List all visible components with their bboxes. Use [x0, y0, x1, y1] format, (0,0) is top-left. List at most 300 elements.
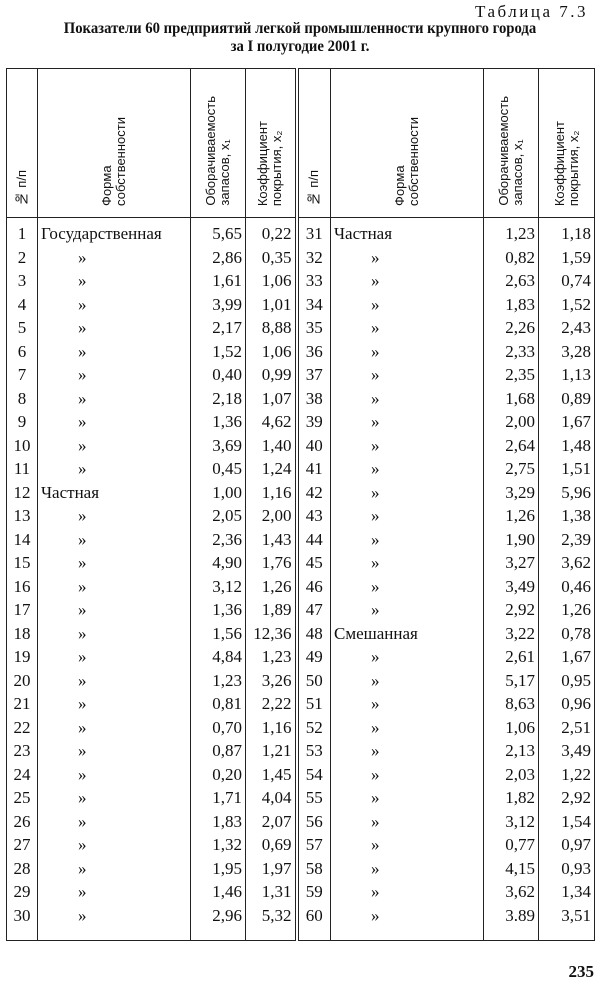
coverage-ratio-x2-cell: 1,21	[246, 739, 297, 763]
coverage-ratio-x2-cell: 1,45	[246, 763, 297, 787]
row-number-cell: 17	[7, 598, 38, 622]
coverage-ratio-x2-cell: 0,97	[539, 833, 595, 857]
row-number-cell: 19	[7, 645, 38, 669]
inventory-turnover-x1-cell: 2,35	[484, 363, 539, 387]
coverage-ratio-x2-cell: 1,31	[246, 880, 297, 904]
table-row	[7, 504, 595, 528]
row-number-cell: 10	[7, 434, 38, 458]
row-number-cell: 55	[297, 786, 331, 810]
enterprise-indicators-table	[6, 68, 595, 941]
page-number: 235	[568, 962, 594, 981]
table-row	[7, 293, 595, 317]
row-number-cell: 43	[297, 504, 331, 528]
coverage-ratio-x2-cell: 1,34	[539, 880, 595, 904]
inventory-turnover-x1-cell: 0,20	[191, 763, 246, 787]
ownership-form-cell: »	[331, 833, 484, 857]
ownership-form-cell: »	[331, 763, 484, 787]
table-row	[7, 857, 595, 881]
ownership-form-cell: »	[331, 598, 484, 622]
coverage-ratio-x2-cell: 8,88	[246, 316, 297, 340]
coverage-ratio-x2-cell: 1,97	[246, 857, 297, 881]
row-number-cell: 30	[7, 904, 38, 941]
table-row	[7, 645, 595, 669]
coverage-ratio-x2-cell: 4,04	[246, 786, 297, 810]
ownership-form-cell: »	[38, 551, 191, 575]
coverage-ratio-x2-cell: 2,51	[539, 716, 595, 740]
coverage-ratio-x2-cell: 1,38	[539, 504, 595, 528]
ownership-form-cell: »	[38, 786, 191, 810]
inventory-turnover-x1-cell: 1,36	[191, 410, 246, 434]
row-number-cell: 18	[7, 622, 38, 646]
coverage-ratio-x2-cell: 0,35	[246, 246, 297, 270]
inventory-turnover-x1-cell: 3,22	[484, 622, 539, 646]
row-number-cell: 20	[7, 669, 38, 693]
header-x2-2-a: Коэффициент	[551, 120, 567, 206]
coverage-ratio-x2-cell: 0,95	[539, 669, 595, 693]
header-form-text	[100, 117, 128, 212]
row-number-cell: 23	[7, 739, 38, 763]
row-number-cell: 48	[297, 622, 331, 646]
ownership-form-cell: »	[331, 904, 484, 941]
inventory-turnover-x1-cell: 3,99	[191, 293, 246, 317]
coverage-ratio-x2-cell: 3,28	[539, 340, 595, 364]
ownership-form-cell: »	[331, 293, 484, 317]
ownership-form-cell: »	[331, 669, 484, 693]
row-number-cell: 5	[7, 316, 38, 340]
header-x1-b: запасов, x₁	[217, 139, 232, 206]
table-row	[7, 363, 595, 387]
table-row	[7, 786, 595, 810]
ownership-form-cell: »	[331, 857, 484, 881]
table-row	[7, 246, 595, 270]
inventory-turnover-x1-cell: 1,32	[191, 833, 246, 857]
row-number-cell: 40	[297, 434, 331, 458]
table-row	[7, 904, 595, 941]
coverage-ratio-x2-cell: 1,24	[246, 457, 297, 481]
inventory-turnover-x1-cell: 1,23	[484, 218, 539, 246]
coverage-ratio-x2-cell: 0,46	[539, 575, 595, 599]
coverage-ratio-x2-cell: 3,51	[539, 904, 595, 941]
row-number-cell: 51	[297, 692, 331, 716]
ownership-form-cell: »	[331, 457, 484, 481]
header-num-2	[297, 69, 331, 218]
ownership-form-cell: »	[331, 504, 484, 528]
inventory-turnover-x1-cell: 3,12	[191, 575, 246, 599]
header-x1-2-b: запасов, x₁	[510, 139, 525, 206]
header-x1	[191, 69, 246, 218]
coverage-ratio-x2-cell: 5,96	[539, 481, 595, 505]
header-x2-b: покрытия, x₂	[269, 130, 285, 206]
row-number-cell: 34	[297, 293, 331, 317]
coverage-ratio-x2-cell: 1,16	[246, 481, 297, 505]
header-x1-2-text	[497, 96, 525, 212]
inventory-turnover-x1-cell: 1,83	[484, 293, 539, 317]
table-row	[7, 269, 595, 293]
ownership-form-cell: »	[331, 551, 484, 575]
row-number-cell: 24	[7, 763, 38, 787]
header-form	[38, 69, 191, 218]
inventory-turnover-x1-cell: 4,90	[191, 551, 246, 575]
table-title	[24, 20, 576, 56]
ownership-form-cell: »	[331, 246, 484, 270]
row-number-cell: 12	[7, 481, 38, 505]
row-number-cell: 26	[7, 810, 38, 834]
table-row	[7, 340, 595, 364]
table-row	[7, 528, 595, 552]
row-number-cell: 25	[7, 786, 38, 810]
table-row	[7, 692, 595, 716]
ownership-form-cell: »	[38, 340, 191, 364]
ownership-form-cell: Частная	[331, 218, 484, 246]
inventory-turnover-x1-cell: 1,71	[191, 786, 246, 810]
coverage-ratio-x2-cell: 0,89	[539, 387, 595, 411]
row-number-cell: 42	[297, 481, 331, 505]
coverage-ratio-x2-cell: 1,06	[246, 269, 297, 293]
row-number-cell: 56	[297, 810, 331, 834]
row-number-cell: 7	[7, 363, 38, 387]
row-number-cell: 57	[297, 833, 331, 857]
header-x1-2-a: Оборачиваемость	[496, 96, 511, 206]
coverage-ratio-x2-cell: 1,23	[246, 645, 297, 669]
table-row	[7, 669, 595, 693]
row-number-cell: 3	[7, 269, 38, 293]
row-number-cell: 47	[297, 598, 331, 622]
row-number-cell: 53	[297, 739, 331, 763]
row-number-cell: 39	[297, 410, 331, 434]
inventory-turnover-x1-cell: 2,26	[484, 316, 539, 340]
inventory-turnover-x1-cell: 2,96	[191, 904, 246, 941]
row-number-cell: 58	[297, 857, 331, 881]
inventory-turnover-x1-cell: 1,82	[484, 786, 539, 810]
inventory-turnover-x1-cell: 1,83	[191, 810, 246, 834]
inventory-turnover-x1-cell: 1,56	[191, 622, 246, 646]
inventory-turnover-x1-cell: 0,77	[484, 833, 539, 857]
coverage-ratio-x2-cell: 1,51	[539, 457, 595, 481]
header-form-2-a: Форма	[392, 165, 407, 206]
ownership-form-cell: »	[331, 363, 484, 387]
inventory-turnover-x1-cell: 2,33	[484, 340, 539, 364]
table-label: Таблица 7.3	[475, 2, 588, 21]
row-number-cell: 52	[297, 716, 331, 740]
ownership-form-cell: Смешанная	[331, 622, 484, 646]
row-number-cell: 22	[7, 716, 38, 740]
coverage-ratio-x2-cell: 0,99	[246, 363, 297, 387]
row-number-cell: 9	[7, 410, 38, 434]
ownership-form-cell: »	[331, 434, 484, 458]
inventory-turnover-x1-cell: 2,18	[191, 387, 246, 411]
header-x1-2	[484, 69, 539, 218]
header-form-2-b: собственности	[406, 117, 421, 206]
ownership-form-cell: »	[331, 810, 484, 834]
ownership-form-cell: »	[331, 528, 484, 552]
table-row	[7, 810, 595, 834]
inventory-turnover-x1-cell: 3,27	[484, 551, 539, 575]
ownership-form-cell: »	[331, 575, 484, 599]
ownership-form-cell: »	[38, 434, 191, 458]
row-number-cell: 33	[297, 269, 331, 293]
inventory-turnover-x1-cell: 3,12	[484, 810, 539, 834]
ownership-form-cell: »	[38, 716, 191, 740]
inventory-turnover-x1-cell: 3,49	[484, 575, 539, 599]
ownership-form-cell: »	[38, 363, 191, 387]
inventory-turnover-x1-cell: 0,45	[191, 457, 246, 481]
inventory-turnover-x1-cell: 1,68	[484, 387, 539, 411]
table-row	[7, 622, 595, 646]
inventory-turnover-x1-cell: 1,26	[484, 504, 539, 528]
inventory-turnover-x1-cell: 0,87	[191, 739, 246, 763]
inventory-turnover-x1-cell: 3,62	[484, 880, 539, 904]
inventory-turnover-x1-cell: 1,52	[191, 340, 246, 364]
header-form-a: Форма	[99, 165, 114, 206]
header-x2-2	[539, 69, 595, 218]
ownership-form-cell: Государственная	[38, 218, 191, 246]
coverage-ratio-x2-cell: 0,78	[539, 622, 595, 646]
ownership-form-cell: Частная	[38, 481, 191, 505]
row-number-cell: 38	[297, 387, 331, 411]
row-number-cell: 31	[297, 218, 331, 246]
ownership-form-cell: »	[38, 669, 191, 693]
coverage-ratio-x2-cell: 1,52	[539, 293, 595, 317]
ownership-form-cell: »	[38, 410, 191, 434]
title-line-1: Показатели 60 предприятий легкой промышленности крупного города	[63, 20, 537, 37]
row-number-cell: 28	[7, 857, 38, 881]
ownership-form-cell: »	[38, 528, 191, 552]
row-number-cell: 41	[297, 457, 331, 481]
inventory-turnover-x1-cell: 1,36	[191, 598, 246, 622]
coverage-ratio-x2-cell: 0,74	[539, 269, 595, 293]
coverage-ratio-x2-cell: 2,39	[539, 528, 595, 552]
coverage-ratio-x2-cell: 3,62	[539, 551, 595, 575]
inventory-turnover-x1-cell: 2,92	[484, 598, 539, 622]
inventory-turnover-x1-cell: 2,61	[484, 645, 539, 669]
inventory-turnover-x1-cell: 0,82	[484, 246, 539, 270]
ownership-form-cell: »	[331, 387, 484, 411]
ownership-form-cell: »	[331, 481, 484, 505]
coverage-ratio-x2-cell: 3,49	[539, 739, 595, 763]
row-number-cell: 44	[297, 528, 331, 552]
title-line-2: за I полугодие 2001 г.	[230, 38, 370, 55]
row-number-cell: 21	[7, 692, 38, 716]
coverage-ratio-x2-cell: 0,69	[246, 833, 297, 857]
coverage-ratio-x2-cell: 2,22	[246, 692, 297, 716]
coverage-ratio-x2-cell: 1,43	[246, 528, 297, 552]
ownership-form-cell: »	[38, 833, 191, 857]
inventory-turnover-x1-cell: 1,00	[191, 481, 246, 505]
table-row	[7, 575, 595, 599]
coverage-ratio-x2-cell: 1,13	[539, 363, 595, 387]
table-row	[7, 598, 595, 622]
ownership-form-cell: »	[38, 598, 191, 622]
coverage-ratio-x2-cell: 2,00	[246, 504, 297, 528]
row-number-cell: 50	[297, 669, 331, 693]
inventory-turnover-x1-cell: 0,81	[191, 692, 246, 716]
ownership-form-cell: »	[38, 645, 191, 669]
table-body	[7, 218, 595, 941]
coverage-ratio-x2-cell: 1,01	[246, 293, 297, 317]
table-row	[7, 410, 595, 434]
inventory-turnover-x1-cell: 1,61	[191, 269, 246, 293]
header-num	[7, 69, 38, 218]
header-x2-text	[256, 121, 284, 212]
ownership-form-cell: »	[331, 645, 484, 669]
ownership-form-cell: »	[38, 880, 191, 904]
ownership-form-cell: »	[38, 504, 191, 528]
row-number-cell: 37	[297, 363, 331, 387]
table-row	[7, 481, 595, 505]
row-number-cell: 16	[7, 575, 38, 599]
coverage-ratio-x2-cell: 4,62	[246, 410, 297, 434]
ownership-form-cell: »	[38, 904, 191, 941]
inventory-turnover-x1-cell: 1,06	[484, 716, 539, 740]
ownership-form-cell: »	[331, 340, 484, 364]
coverage-ratio-x2-cell: 2,43	[539, 316, 595, 340]
ownership-form-cell: »	[331, 786, 484, 810]
row-number-cell: 1	[7, 218, 38, 246]
ownership-form-cell: »	[331, 269, 484, 293]
table-row	[7, 880, 595, 904]
header-num-text: № п/п	[14, 169, 29, 206]
header-x2-2-text	[553, 121, 581, 212]
coverage-ratio-x2-cell: 1,07	[246, 387, 297, 411]
ownership-form-cell: »	[38, 387, 191, 411]
inventory-turnover-x1-cell: 3,69	[191, 434, 246, 458]
coverage-ratio-x2-cell: 1,59	[539, 246, 595, 270]
ownership-form-cell: »	[331, 880, 484, 904]
inventory-turnover-x1-cell: 1,23	[191, 669, 246, 693]
ownership-form-cell: »	[38, 269, 191, 293]
row-number-cell: 6	[7, 340, 38, 364]
inventory-turnover-x1-cell: 2,13	[484, 739, 539, 763]
row-number-cell: 32	[297, 246, 331, 270]
coverage-ratio-x2-cell: 0,93	[539, 857, 595, 881]
inventory-turnover-x1-cell: 2,63	[484, 269, 539, 293]
inventory-turnover-x1-cell: 5,65	[191, 218, 246, 246]
row-number-cell: 59	[297, 880, 331, 904]
coverage-ratio-x2-cell: 0,96	[539, 692, 595, 716]
row-number-cell: 27	[7, 833, 38, 857]
coverage-ratio-x2-cell: 1,89	[246, 598, 297, 622]
ownership-form-cell: »	[331, 692, 484, 716]
row-number-cell: 2	[7, 246, 38, 270]
row-number-cell: 4	[7, 293, 38, 317]
coverage-ratio-x2-cell: 1,40	[246, 434, 297, 458]
coverage-ratio-x2-cell: 1,48	[539, 434, 595, 458]
coverage-ratio-x2-cell: 1,54	[539, 810, 595, 834]
header-form-2	[331, 69, 484, 218]
coverage-ratio-x2-cell: 1,26	[246, 575, 297, 599]
inventory-turnover-x1-cell: 2,05	[191, 504, 246, 528]
header-form-2-text	[393, 117, 421, 212]
row-number-cell: 11	[7, 457, 38, 481]
row-number-cell: 60	[297, 904, 331, 941]
header-num-2-text: № п/п	[306, 169, 322, 206]
inventory-turnover-x1-cell: 0,40	[191, 363, 246, 387]
inventory-turnover-x1-cell: 2,86	[191, 246, 246, 270]
ownership-form-cell: »	[331, 410, 484, 434]
inventory-turnover-x1-cell: 5,17	[484, 669, 539, 693]
coverage-ratio-x2-cell: 2,07	[246, 810, 297, 834]
inventory-turnover-x1-cell: 1,90	[484, 528, 539, 552]
table-row	[7, 716, 595, 740]
inventory-turnover-x1-cell: 2,64	[484, 434, 539, 458]
coverage-ratio-x2-cell: 2,92	[539, 786, 595, 810]
row-number-cell: 54	[297, 763, 331, 787]
inventory-turnover-x1-cell: 0,70	[191, 716, 246, 740]
row-number-cell: 8	[7, 387, 38, 411]
row-number-cell: 15	[7, 551, 38, 575]
table-row	[7, 551, 595, 575]
row-number-cell: 35	[297, 316, 331, 340]
ownership-form-cell: »	[38, 622, 191, 646]
inventory-turnover-x1-cell: 4,84	[191, 645, 246, 669]
row-number-cell: 46	[297, 575, 331, 599]
inventory-turnover-x1-cell: 1,46	[191, 880, 246, 904]
header-row	[7, 69, 595, 218]
table-row	[7, 833, 595, 857]
coverage-ratio-x2-cell: 0,22	[246, 218, 297, 246]
coverage-ratio-x2-cell: 12,36	[246, 622, 297, 646]
coverage-ratio-x2-cell: 5,32	[246, 904, 297, 941]
coverage-ratio-x2-cell: 1,18	[539, 218, 595, 246]
coverage-ratio-x2-cell: 1,26	[539, 598, 595, 622]
row-number-cell: 49	[297, 645, 331, 669]
table-row	[7, 218, 595, 246]
ownership-form-cell: »	[38, 810, 191, 834]
ownership-form-cell: »	[38, 316, 191, 340]
header-x2-a: Коэффициент	[255, 120, 271, 206]
ownership-form-cell: »	[38, 763, 191, 787]
table-row	[7, 434, 595, 458]
ownership-form-cell: »	[38, 457, 191, 481]
inventory-turnover-x1-cell: 2,17	[191, 316, 246, 340]
inventory-turnover-x1-cell: 2,03	[484, 763, 539, 787]
row-number-cell: 29	[7, 880, 38, 904]
ownership-form-cell: »	[331, 316, 484, 340]
ownership-form-cell: »	[38, 739, 191, 763]
header-x2	[246, 69, 297, 218]
inventory-turnover-x1-cell: 1,95	[191, 857, 246, 881]
ownership-form-cell: »	[38, 246, 191, 270]
header-x2-2-b: покрытия, x₂	[565, 130, 581, 206]
table-row	[7, 763, 595, 787]
ownership-form-cell: »	[38, 293, 191, 317]
header-x1-a: Оборачиваемость	[203, 96, 218, 206]
row-number-cell: 13	[7, 504, 38, 528]
coverage-ratio-x2-cell: 1,06	[246, 340, 297, 364]
coverage-ratio-x2-cell: 3,26	[246, 669, 297, 693]
ownership-form-cell: »	[38, 575, 191, 599]
inventory-turnover-x1-cell: 4,15	[484, 857, 539, 881]
inventory-turnover-x1-cell: 8,63	[484, 692, 539, 716]
row-number-cell: 14	[7, 528, 38, 552]
table-row	[7, 457, 595, 481]
inventory-turnover-x1-cell: 3.89	[484, 904, 539, 941]
coverage-ratio-x2-cell: 1,67	[539, 645, 595, 669]
row-number-cell: 45	[297, 551, 331, 575]
inventory-turnover-x1-cell: 3,29	[484, 481, 539, 505]
inventory-turnover-x1-cell: 2,36	[191, 528, 246, 552]
row-number-cell: 36	[297, 340, 331, 364]
inventory-turnover-x1-cell: 2,00	[484, 410, 539, 434]
table-row	[7, 316, 595, 340]
header-form-b: собственности	[113, 117, 128, 206]
table-row	[7, 387, 595, 411]
ownership-form-cell: »	[331, 739, 484, 763]
header-x1-text	[204, 96, 232, 212]
ownership-form-cell: »	[38, 692, 191, 716]
ownership-form-cell: »	[38, 857, 191, 881]
coverage-ratio-x2-cell: 1,67	[539, 410, 595, 434]
